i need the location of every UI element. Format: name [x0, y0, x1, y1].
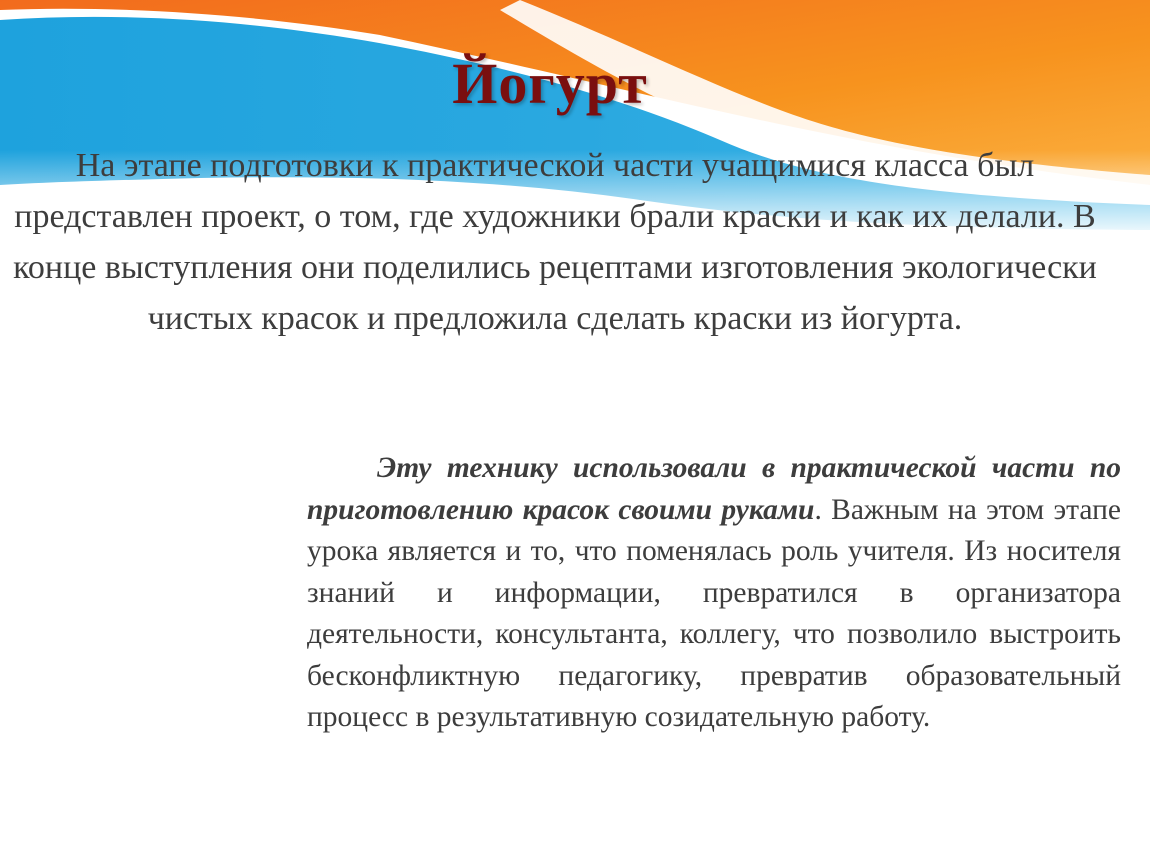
intro-paragraph: На этапе подготовки к практической части учащимися класса был представлен проект, о том, где художники брали краски и как их делали. В конце выступления они поделились рецептами изготовления экологически чистых красок и предложила сделать краски из йогурта.: [13, 147, 1097, 337]
body-text: . Важным на этом этапе урока является и то, что поменялась роль учителя. Из носителя знаний и информации, превратился в организатора деятельности, консультанта, коллегу, что позволило выстроить бесконфликтную педагогику, превратив образовательный процесс в результативную созидательную работу.: [307, 493, 1121, 733]
slide-title: Йогурт: [452, 51, 648, 116]
body-emphasis: Эту технику использовали в практической части по приготовлению красок своими руками: [307, 452, 1121, 526]
body-paragraph: [307, 448, 1121, 739]
